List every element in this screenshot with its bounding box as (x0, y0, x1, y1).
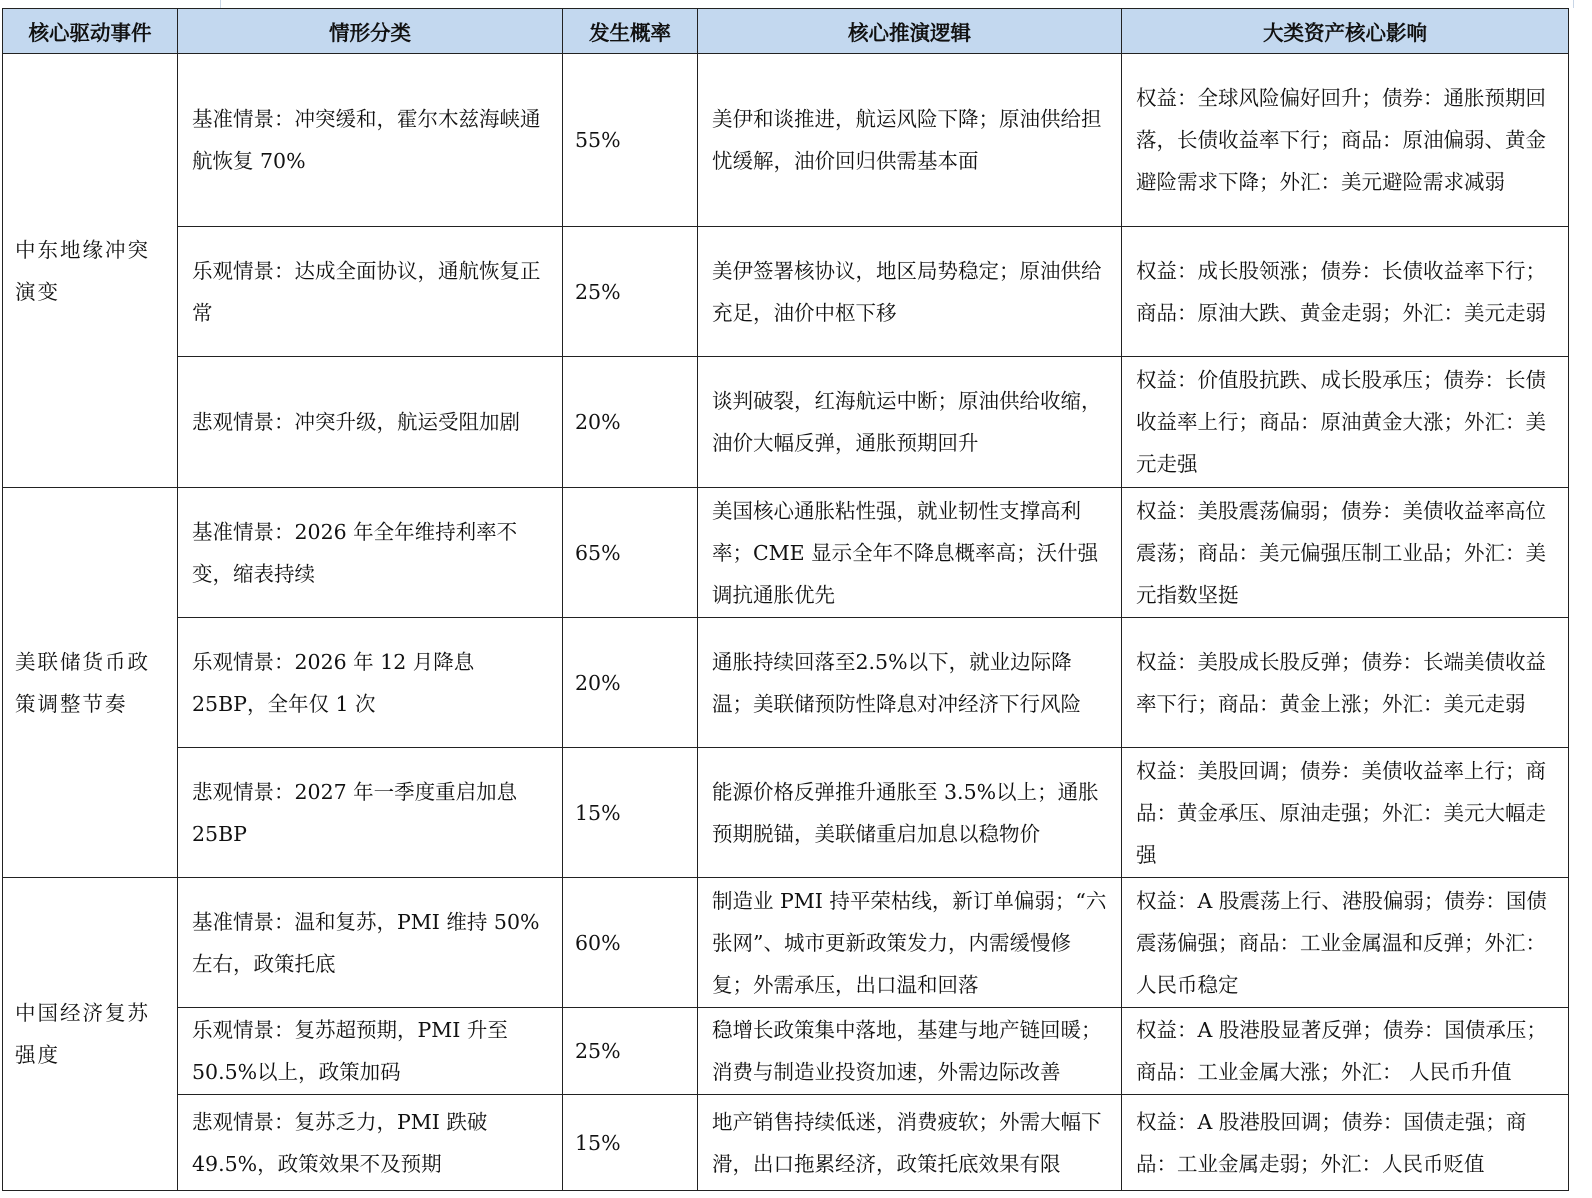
probability-cell: 15% (563, 1095, 698, 1191)
header-probability: 发生概率 (563, 9, 698, 54)
scenario-cell: 乐观情景：2026 年 12 月降息 25BP，全年仅 1 次 (178, 618, 563, 748)
probability-cell: 20% (563, 618, 698, 748)
table-row (3, 227, 1569, 357)
logic-cell: 制造业 PMI 持平荣枯线，新订单偏弱；“六张网”、城市更新政策发力，内需缓慢修复；外需承压，出口温和回落 (698, 878, 1122, 1008)
scenario-cell: 基准情景：温和复苏，PMI 维持 50%左右，政策托底 (178, 878, 563, 1008)
header-impact: 大类资产核心影响 (1122, 9, 1569, 54)
impact-cell: 权益：美股成长股反弹；债券：长端美债收益率下行；商品：黄金上涨；外汇：美元走弱 (1122, 618, 1569, 748)
event-cell: 美联储货币政策调整节奏 (3, 488, 178, 878)
logic-cell: 能源价格反弹推升通胀至 3.5%以上；通胀预期脱锚，美联储重启加息以稳物价 (698, 748, 1122, 878)
probability-cell: 55% (563, 54, 698, 227)
scenario-cell: 悲观情景：2027 年一季度重启加息 25BP (178, 748, 563, 878)
probability-cell: 25% (563, 227, 698, 357)
logic-cell: 谈判破裂，红海航运中断；原油供给收缩，油价大幅反弹，通胀预期回升 (698, 357, 1122, 488)
table-row (3, 357, 1569, 488)
header-scenario: 情形分类 (178, 9, 563, 54)
scenario-cell: 基准情景：2026 年全年维持利率不变，缩表持续 (178, 488, 563, 618)
header-logic: 核心推演逻辑 (698, 9, 1122, 54)
impact-cell: 权益：A 股震荡上行、港股偏弱；债券：国债震荡偏强；商品：工业金属温和反弹；外汇：人民币稳定 (1122, 878, 1569, 1008)
probability-cell: 25% (563, 1008, 698, 1095)
table-row (3, 748, 1569, 878)
top-rule (220, 0, 1574, 8)
table-row (3, 1008, 1569, 1095)
impact-cell: 权益：美股回调；债券：美债收益率上行；商品：黄金承压、原油走强；外汇：美元大幅走强 (1122, 748, 1569, 878)
probability-cell: 60% (563, 878, 698, 1008)
scenario-cell: 悲观情景：冲突升级，航运受阻加剧 (178, 357, 563, 488)
table-row (3, 618, 1569, 748)
scenario-cell: 悲观情景：复苏乏力，PMI 跌破 49.5%，政策效果不及预期 (178, 1095, 563, 1191)
table-row (3, 1095, 1569, 1191)
header-row (3, 9, 1569, 54)
header-event: 核心驱动事件 (3, 9, 178, 54)
table-row (3, 54, 1569, 227)
probability-cell: 20% (563, 357, 698, 488)
event-cell: 中国经济复苏强度 (3, 878, 178, 1191)
scenario-table (2, 8, 1569, 1191)
impact-cell: 权益：全球风险偏好回升；债券：通胀预期回落，长债收益率下行；商品：原油偏弱、黄金避险需求下降；外汇：美元避险需求减弱 (1122, 54, 1569, 227)
scenario-cell: 基准情景：冲突缓和，霍尔木兹海峡通航恢复 70% (178, 54, 563, 227)
logic-cell: 美伊签署核协议，地区局势稳定；原油供给充足，油价中枢下移 (698, 227, 1122, 357)
logic-cell: 美国核心通胀粘性强，就业韧性支撑高利率；CME 显示全年不降息概率高；沃什强调抗通胀优先 (698, 488, 1122, 618)
logic-cell: 通胀持续回落至2.5%以下，就业边际降温；美联储预防性降息对冲经济下行风险 (698, 618, 1122, 748)
impact-cell: 权益：价值股抗跌、成长股承压；债券：长债收益率上行；商品：原油黄金大涨；外汇：美元走强 (1122, 357, 1569, 488)
probability-cell: 15% (563, 748, 698, 878)
logic-cell: 稳增长政策集中落地，基建与地产链回暖；消费与制造业投资加速，外需边际改善 (698, 1008, 1122, 1095)
impact-cell: 权益：A 股港股回调；债券：国债走强；商品：工业金属走弱；外汇：人民币贬值 (1122, 1095, 1569, 1191)
scenario-cell: 乐观情景：达成全面协议，通航恢复正常 (178, 227, 563, 357)
impact-cell: 权益：美股震荡偏弱；债券：美债收益率高位震荡；商品：美元偏强压制工业品；外汇：美元指数坚挺 (1122, 488, 1569, 618)
logic-cell: 地产销售持续低迷，消费疲软；外需大幅下滑，出口拖累经济，政策托底效果有限 (698, 1095, 1122, 1191)
event-cell: 中东地缘冲突演变 (3, 54, 178, 488)
impact-cell: 权益：A 股港股显著反弹；债券：国债承压；商品：工业金属大涨；外汇： 人民币升值 (1122, 1008, 1569, 1095)
impact-cell: 权益：成长股领涨；债券：长债收益率下行；商品：原油大跌、黄金走弱；外汇：美元走弱 (1122, 227, 1569, 357)
table-row (3, 878, 1569, 1008)
table-row (3, 488, 1569, 618)
logic-cell: 美伊和谈推进，航运风险下降；原油供给担忧缓解，油价回归供需基本面 (698, 54, 1122, 227)
scenario-cell: 乐观情景：复苏超预期，PMI 升至 50.5%以上，政策加码 (178, 1008, 563, 1095)
probability-cell: 65% (563, 488, 698, 618)
